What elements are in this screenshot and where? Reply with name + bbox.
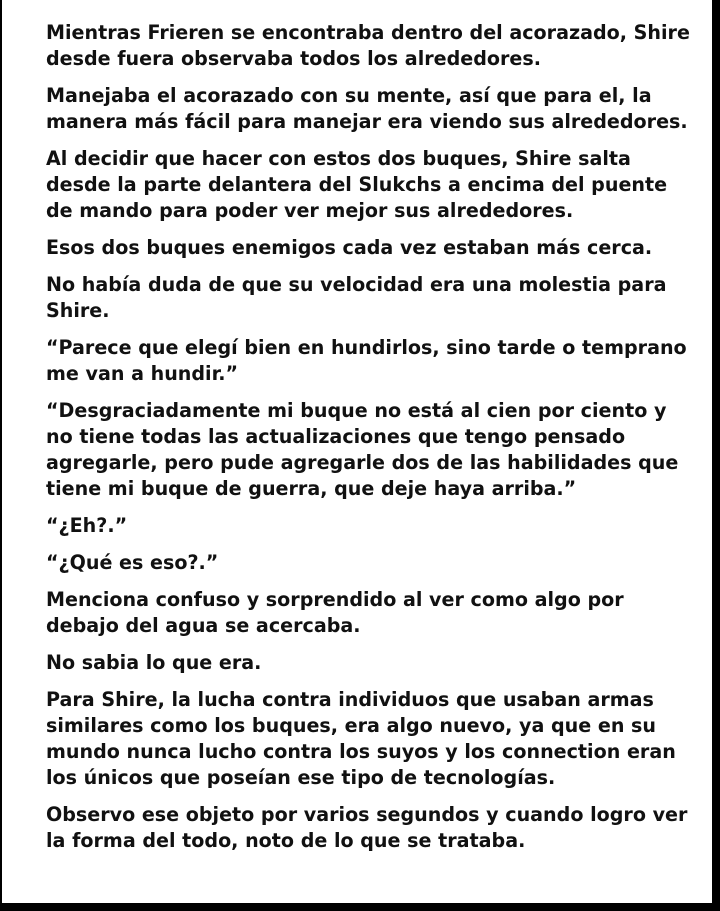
paragraph: “¿Qué es eso?.” (46, 551, 219, 574)
paragraph: No había duda de que su velocidad era una molestia para Shire. (46, 273, 667, 322)
paragraph: “Desgraciadamente mi buque no está al cien por ciento y no tiene todas las actualizaciones que tengo pensado agregarle, pero pude agregarle dos de las habilidades que tiene mi buque de guerra, que deje haya arriba.” (46, 399, 679, 500)
paragraph: “Parece que elegí bien en hundirlos, sino tarde o temprano me van a hundir.” (46, 336, 687, 385)
paragraph: Al decidir que hacer con estos dos buques, Shire salta desde la parte delantera del Slukchs a encima del puente de mando para poder ver mejor sus alrededores. (46, 147, 668, 222)
paragraph: No sabia lo que era. (46, 651, 262, 674)
paragraph: Esos dos buques enemigos cada vez estaban más cerca. (46, 236, 653, 259)
paragraph: Menciona confuso y sorprendido al ver como algo por debajo del agua se acercaba. (46, 588, 624, 637)
paragraph: Manejaba el acorazado con su mente, así que para el, la manera más fácil para manejar era viendo sus alrededores. (46, 84, 688, 133)
story-text (46, 20, 696, 865)
paragraph: Para Shire, la lucha contra individuos que usaban armas similares como los buques, era algo nuevo, ya que en su mundo nunca lucho contra los suyos y los connection eran los únicos que poseían ese tipo de tecnologías. (46, 688, 676, 789)
paragraph: Observo ese objeto por varios segundos y cuando logro ver la forma del todo, noto de lo que se trataba. (46, 803, 688, 852)
paragraph: Mientras Frieren se encontraba dentro del acorazado, Shire desde fuera observaba todos los alrededores. (46, 21, 690, 70)
paragraph: “¿Eh?.” (46, 514, 128, 537)
document-page (2, 0, 712, 903)
